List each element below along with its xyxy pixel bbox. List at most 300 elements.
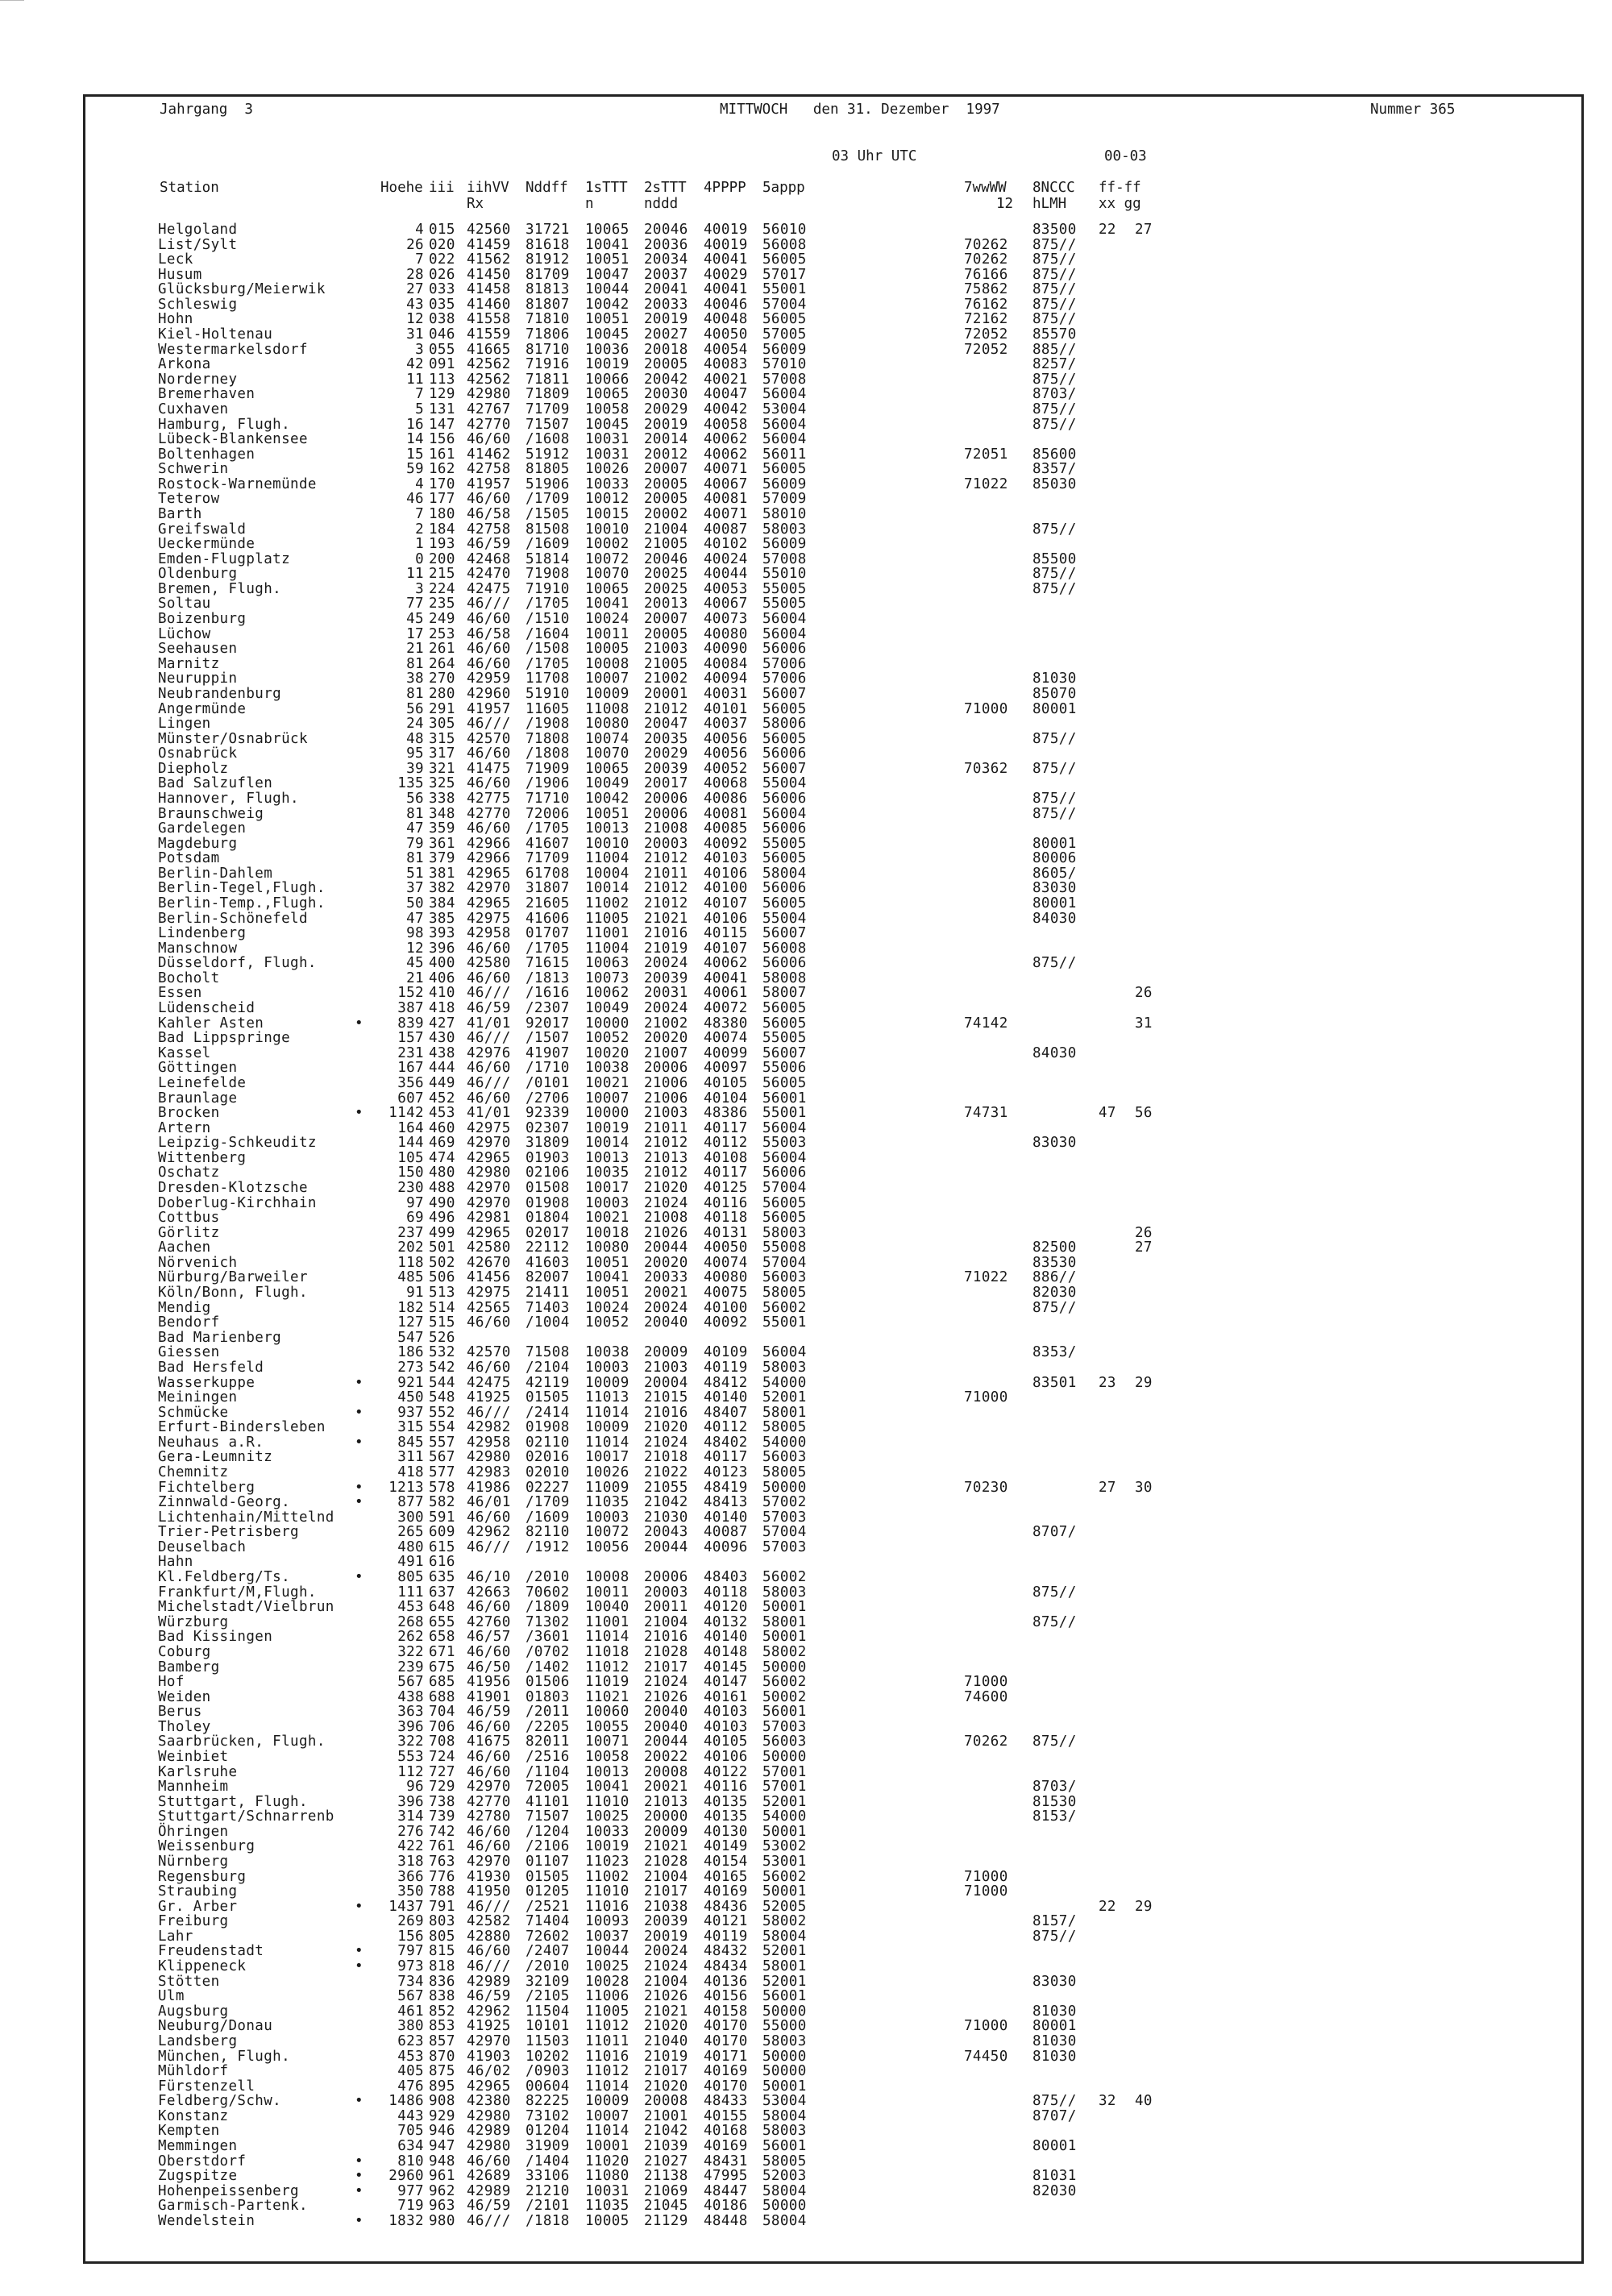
group-5appp: 58007 <box>762 985 807 1002</box>
gust-gg: 26 <box>1135 985 1153 1002</box>
group-iihvv: 41950 <box>467 1883 511 1900</box>
group-5appp: 58003 <box>762 1224 807 1241</box>
group-iihvv: 42962 <box>467 1524 511 1541</box>
group-nddff: 81807 <box>526 296 570 313</box>
station-id: 946 <box>429 2123 455 2140</box>
group-2sttt: 21006 <box>644 1074 688 1091</box>
elevation: 111 <box>397 1584 424 1601</box>
station-id: 962 <box>429 2182 455 2199</box>
group-4pppp: 40046 <box>704 296 748 313</box>
group-iihvv: 42758 <box>467 461 511 478</box>
station-name: Wendelstein <box>158 2212 256 2229</box>
group-nddff: /1705 <box>526 820 570 837</box>
station-name: Saarbrücken, Flugh. <box>158 1733 326 1750</box>
col-ff: ff-ff <box>1099 180 1141 196</box>
elevation: 51 <box>406 865 424 882</box>
station-id: 582 <box>429 1494 455 1511</box>
group-iihvv: 42975 <box>467 910 511 927</box>
group-iihvv: 46/// <box>467 985 511 1002</box>
elevation: 182 <box>397 1299 424 1316</box>
group-2sttt: 20019 <box>644 1928 688 1945</box>
group-4pppp: 48434 <box>704 1958 748 1975</box>
group-8nccc: 85070 <box>1032 685 1077 702</box>
issue-date: MITTWOCH den 31. Dezember 1997 <box>720 102 1000 118</box>
station-id: 261 <box>429 641 455 658</box>
station-id: 875 <box>429 2063 455 2080</box>
group-nddff: 71709 <box>526 401 570 417</box>
group-nddff: 81912 <box>526 251 570 268</box>
group-iihvv: 46/60 <box>467 1838 511 1855</box>
station-id: 384 <box>429 895 455 912</box>
group-nddff: 81618 <box>526 236 570 253</box>
group-5appp: 50000 <box>762 1479 807 1496</box>
group-1sttt: 11016 <box>585 2048 629 2065</box>
group-2sttt: 20006 <box>644 1060 688 1077</box>
group-nddff: 33106 <box>526 2168 570 2185</box>
station-id: 739 <box>429 1808 455 1825</box>
group-nddff: 31721 <box>526 222 570 238</box>
group-nddff: 71709 <box>526 850 570 867</box>
group-1sttt: 10074 <box>585 730 629 747</box>
observation-time: 03 Uhr UTC <box>832 148 917 164</box>
group-iihvv: 46/60 <box>467 969 511 986</box>
group-iihvv: 46/57 <box>467 1629 511 1646</box>
elevation: 239 <box>397 1659 424 1675</box>
elevation: 734 <box>397 1973 424 1990</box>
group-5appp: 50001 <box>762 1599 807 1616</box>
group-2sttt: 21005 <box>644 536 688 553</box>
group-4pppp: 48402 <box>704 1434 748 1451</box>
group-8nccc: 81530 <box>1032 1793 1077 1810</box>
station-id: 870 <box>429 2048 455 2065</box>
group-1sttt: 10007 <box>585 2107 629 2124</box>
group-iihvv: 42980 <box>467 1449 511 1466</box>
group-8nccc: 83501 <box>1032 1374 1077 1391</box>
group-5appp: 56004 <box>762 431 807 448</box>
group-2sttt: 20040 <box>644 1718 688 1735</box>
group-7wwww: 71000 <box>964 700 1008 717</box>
station-id: 815 <box>429 1943 455 1960</box>
group-2sttt: 21038 <box>644 1898 688 1915</box>
group-1sttt: 10031 <box>585 2182 629 2199</box>
group-1sttt: 11023 <box>585 1854 629 1870</box>
group-1sttt: 10004 <box>585 865 629 882</box>
group-4pppp: 40136 <box>704 1973 748 1990</box>
group-1sttt: 10072 <box>585 1524 629 1541</box>
group-nddff: 41606 <box>526 910 570 927</box>
group-1sttt: 10072 <box>585 550 629 567</box>
group-1sttt: 10003 <box>585 1509 629 1526</box>
elevation: 350 <box>397 1883 424 1900</box>
station-id: 035 <box>429 296 455 313</box>
station-name: Chemnitz <box>158 1464 229 1480</box>
mountain-marker: • <box>355 1943 364 1960</box>
station-id: 147 <box>429 416 455 433</box>
group-5appp: 57003 <box>762 1718 807 1735</box>
station-name: Magdeburg <box>158 835 238 852</box>
elevation: 262 <box>397 1629 424 1646</box>
station-name: Gardelegen <box>158 820 247 837</box>
group-1sttt: 10080 <box>585 716 629 733</box>
station-name: Osnabrück <box>158 745 238 762</box>
elevation: 3 <box>415 341 424 358</box>
group-8nccc: 8703/ <box>1032 386 1077 403</box>
station-id: 264 <box>429 655 455 672</box>
group-1sttt: 11014 <box>585 1629 629 1646</box>
station-id: 948 <box>429 2153 455 2169</box>
elevation: 300 <box>397 1509 424 1526</box>
group-5appp: 56007 <box>762 760 807 777</box>
group-1sttt: 10037 <box>585 1928 629 1945</box>
group-2sttt: 21028 <box>644 1643 688 1660</box>
group-5appp: 58005 <box>762 1464 807 1480</box>
group-5appp: 56004 <box>762 805 807 822</box>
group-2sttt: 20022 <box>644 1748 688 1765</box>
station-id: 430 <box>429 1030 455 1047</box>
group-1sttt: 11018 <box>585 1643 629 1660</box>
group-1sttt: 10040 <box>585 1599 629 1616</box>
elevation: 24 <box>406 716 424 733</box>
group-1sttt: 10031 <box>585 446 629 463</box>
scan-edge-mark <box>0 0 24 1</box>
group-nddff: 71508 <box>526 1344 570 1361</box>
group-1sttt: 10056 <box>585 1538 629 1555</box>
group-5appp: 56004 <box>762 416 807 433</box>
group-4pppp: 40186 <box>704 2198 748 2215</box>
group-8nccc: 85600 <box>1032 446 1077 463</box>
group-1sttt: 10008 <box>585 655 629 672</box>
group-5appp: 52001 <box>762 1973 807 1990</box>
group-5appp: 56008 <box>762 940 807 957</box>
group-iihvv: 41562 <box>467 251 511 268</box>
group-1sttt: 11020 <box>585 2153 629 2169</box>
elevation: 977 <box>397 2182 424 2199</box>
group-4pppp: 40085 <box>704 820 748 837</box>
group-nddff: 71302 <box>526 1613 570 1630</box>
station-id: 836 <box>429 1973 455 1990</box>
group-8nccc: 81031 <box>1032 2168 1077 2185</box>
group-5appp: 56005 <box>762 1194 807 1211</box>
group-4pppp: 40117 <box>704 1449 748 1466</box>
group-5appp: 58010 <box>762 505 807 522</box>
station-name: Nürnberg <box>158 1854 229 1870</box>
group-4pppp: 40048 <box>704 311 748 328</box>
station-id: 170 <box>429 475 455 492</box>
group-8nccc: 875// <box>1032 371 1077 388</box>
station-id: 026 <box>429 266 455 283</box>
group-2sttt: 21002 <box>644 671 688 687</box>
group-nddff: 11503 <box>526 2032 570 2049</box>
station-name: Neuruppin <box>158 671 238 687</box>
group-2sttt: 20025 <box>644 566 688 583</box>
group-iihvv: 42965 <box>467 865 511 882</box>
group-2sttt: 20017 <box>644 775 688 792</box>
group-1sttt: 10009 <box>585 685 629 702</box>
elevation: 480 <box>397 1538 424 1555</box>
station-id: 393 <box>429 925 455 942</box>
elevation: 21 <box>406 969 424 986</box>
group-iihvv: 46/50 <box>467 1659 511 1675</box>
group-5appp: 57004 <box>762 296 807 313</box>
group-5appp: 58001 <box>762 1404 807 1421</box>
group-iihvv: 42989 <box>467 2123 511 2140</box>
station-name: List/Sylt <box>158 236 238 253</box>
group-1sttt: 10017 <box>585 1180 629 1196</box>
station-name: Giessen <box>158 1344 220 1361</box>
group-4pppp: 40108 <box>704 1149 748 1166</box>
elevation: 5 <box>415 401 424 417</box>
station-name: Boizenburg <box>158 611 247 628</box>
group-8nccc: 83530 <box>1032 1254 1077 1271</box>
group-nddff: 71615 <box>526 955 570 972</box>
station-id: 410 <box>429 985 455 1002</box>
group-7wwww: 71000 <box>964 1883 1008 1900</box>
station-name: Ueckermünde <box>158 536 256 553</box>
station-name: Barth <box>158 505 202 522</box>
group-2sttt: 21016 <box>644 1404 688 1421</box>
group-iihvv: 46/60 <box>467 655 511 672</box>
group-1sttt: 10002 <box>585 536 629 553</box>
station-name: Bad Marienberg <box>158 1329 282 1346</box>
group-iihvv: 41558 <box>467 311 511 328</box>
group-iihvv: 42960 <box>467 685 511 702</box>
group-1sttt: 10019 <box>585 356 629 373</box>
group-iihvv: 42975 <box>467 1119 511 1136</box>
group-4pppp: 40054 <box>704 341 748 358</box>
col-1sttt: 1sTTT <box>585 180 628 196</box>
station-id: 291 <box>429 700 455 717</box>
group-8nccc: 875// <box>1032 805 1077 822</box>
station-name: Soltau <box>158 596 211 612</box>
group-iihvv: 42770 <box>467 805 511 822</box>
group-1sttt: 10042 <box>585 296 629 313</box>
group-nddff: 73102 <box>526 2107 570 2124</box>
elevation: 45 <box>406 955 424 972</box>
elevation: 59 <box>406 461 424 478</box>
station-name: Görlitz <box>158 1224 220 1241</box>
group-1sttt: 10013 <box>585 1149 629 1166</box>
group-1sttt: 11009 <box>585 1479 629 1496</box>
group-nddff: /1508 <box>526 641 570 658</box>
group-iihvv: 41903 <box>467 2048 511 2065</box>
group-4pppp: 40094 <box>704 671 748 687</box>
station-id: 315 <box>429 730 455 747</box>
group-2sttt: 20034 <box>644 251 688 268</box>
group-1sttt: 10010 <box>585 521 629 538</box>
group-nddff: 51906 <box>526 475 570 492</box>
group-4pppp: 48403 <box>704 1569 748 1586</box>
group-8nccc: 875// <box>1032 1584 1077 1601</box>
group-2sttt: 20039 <box>644 1913 688 1930</box>
group-5appp: 53001 <box>762 1854 807 1870</box>
group-4pppp: 40092 <box>704 835 748 852</box>
elevation: 567 <box>397 1988 424 2005</box>
mountain-marker: • <box>355 1404 364 1421</box>
group-nddff: /1507 <box>526 1030 570 1047</box>
group-2sttt: 21129 <box>644 2212 688 2229</box>
group-4pppp: 40105 <box>704 1733 748 1750</box>
group-5appp: 56002 <box>762 1569 807 1586</box>
group-5appp: 50000 <box>762 1748 807 1765</box>
group-5appp: 56005 <box>762 1074 807 1091</box>
elevation: 797 <box>397 1943 424 1960</box>
group-4pppp: 40122 <box>704 1763 748 1780</box>
station-name: Artern <box>158 1119 211 1136</box>
group-nddff: 92339 <box>526 1105 570 1122</box>
group-nddff: 71403 <box>526 1299 570 1316</box>
station-id: 385 <box>429 910 455 927</box>
station-name: Brocken <box>158 1105 220 1122</box>
group-2sttt: 20012 <box>644 446 688 463</box>
station-name: Wasserkuppe <box>158 1374 256 1391</box>
group-4pppp: 48432 <box>704 1943 748 1960</box>
group-4pppp: 40081 <box>704 491 748 508</box>
station-name: Lahr <box>158 1928 193 1945</box>
group-2sttt: 21004 <box>644 1868 688 1885</box>
group-5appp: 53004 <box>762 2093 807 2110</box>
group-2sttt: 20036 <box>644 236 688 253</box>
group-iihvv: 46/58 <box>467 505 511 522</box>
group-4pppp: 40109 <box>704 1344 748 1361</box>
group-5appp: 58005 <box>762 1419 807 1436</box>
station-id: 554 <box>429 1419 455 1436</box>
group-1sttt: 11001 <box>585 1613 629 1630</box>
group-iihvv: 46/// <box>467 716 511 733</box>
group-nddff: 71810 <box>526 311 570 328</box>
group-nddff: 01506 <box>526 1674 570 1691</box>
group-4pppp: 40149 <box>704 1838 748 1855</box>
mountain-marker: • <box>355 1434 364 1451</box>
group-nddff: 02227 <box>526 1479 570 1496</box>
station-id: 161 <box>429 446 455 463</box>
group-8nccc: 875// <box>1032 955 1077 972</box>
group-2sttt: 20008 <box>644 2093 688 2110</box>
group-1sttt: 10051 <box>585 1285 629 1302</box>
group-1sttt: 11011 <box>585 2032 629 2049</box>
group-nddff: /2706 <box>526 1090 570 1106</box>
group-1sttt: 11012 <box>585 1659 629 1675</box>
elevation: 356 <box>397 1074 424 1091</box>
group-1sttt: 10031 <box>585 431 629 448</box>
group-4pppp: 40140 <box>704 1629 748 1646</box>
group-nddff: 31807 <box>526 880 570 897</box>
group-1sttt: 10008 <box>585 1569 629 1586</box>
station-id: 526 <box>429 1329 455 1346</box>
group-1sttt: 11019 <box>585 1674 629 1691</box>
mountain-marker: • <box>355 1479 364 1496</box>
group-nddff: 41907 <box>526 1044 570 1061</box>
group-iihvv: 42670 <box>467 1254 511 1271</box>
station-id: 020 <box>429 236 455 253</box>
group-iihvv: 42475 <box>467 1374 511 1391</box>
group-4pppp: 40148 <box>704 1643 748 1660</box>
group-8nccc: 8707/ <box>1032 2107 1077 2124</box>
station-id: 253 <box>429 625 455 642</box>
group-iihvv: 42965 <box>467 1149 511 1166</box>
col-hoehe: Hoehe <box>380 180 423 196</box>
group-4pppp: 40116 <box>704 1194 748 1211</box>
col-4pppp: 4PPPP <box>704 180 746 196</box>
group-5appp: 56005 <box>762 700 807 717</box>
group-1sttt: 10049 <box>585 775 629 792</box>
elevation: 79 <box>406 835 424 852</box>
station-name: Rostock-Warnemünde <box>158 475 317 492</box>
group-1sttt: 10051 <box>585 311 629 328</box>
group-nddff: /1818 <box>526 2212 570 2229</box>
group-nddff: /3601 <box>526 1629 570 1646</box>
group-5appp: 55000 <box>762 2018 807 2035</box>
station-id: 215 <box>429 566 455 583</box>
group-iihvv: 42689 <box>467 2168 511 2185</box>
group-7wwww: 72052 <box>964 341 1008 358</box>
elevation: 46 <box>406 491 424 508</box>
group-5appp: 54000 <box>762 1808 807 1825</box>
station-id: 200 <box>429 550 455 567</box>
group-2sttt: 21019 <box>644 940 688 957</box>
station-id: 591 <box>429 1509 455 1526</box>
group-iihvv: 46/59 <box>467 536 511 553</box>
group-1sttt: 11005 <box>585 2003 629 2020</box>
elevation: 450 <box>397 1389 424 1406</box>
group-1sttt: 11008 <box>585 700 629 717</box>
station-name: Erfurt-Bindersleben <box>158 1419 326 1436</box>
station-id: 305 <box>429 716 455 733</box>
group-5appp: 53004 <box>762 401 807 417</box>
station-name: Oschatz <box>158 1165 220 1181</box>
group-5appp: 56004 <box>762 1344 807 1361</box>
group-iihvv: 41/01 <box>467 1105 511 1122</box>
group-1sttt: 11014 <box>585 2123 629 2140</box>
station-name: Glücksburg/Meierwik <box>158 281 326 298</box>
group-5appp: 56003 <box>762 1449 807 1466</box>
group-2sttt: 21020 <box>644 1180 688 1196</box>
station-id: 474 <box>429 1149 455 1166</box>
station-name: Oldenburg <box>158 566 238 583</box>
col-iihvv-sub: Rx <box>467 196 484 212</box>
station-id: 033 <box>429 281 455 298</box>
group-5appp: 55006 <box>762 1060 807 1077</box>
group-2sttt: 21004 <box>644 1973 688 1990</box>
group-8nccc: 83500 <box>1032 222 1077 238</box>
col-iii: iii <box>429 180 455 196</box>
gust-ff: 27 <box>1099 1479 1116 1496</box>
elevation: 973 <box>397 1958 424 1975</box>
station-name: Helgoland <box>158 222 238 238</box>
station-name: Landsberg <box>158 2032 238 2049</box>
station-id: 577 <box>429 1464 455 1480</box>
group-iihvv: 46/// <box>467 1404 511 1421</box>
group-iihvv: 46/60 <box>467 1823 511 1840</box>
group-2sttt: 20046 <box>644 550 688 567</box>
group-2sttt: 20031 <box>644 985 688 1002</box>
group-iihvv: 46/60 <box>467 641 511 658</box>
station-id: 502 <box>429 1254 455 1271</box>
station-name: Karlsruhe <box>158 1763 238 1780</box>
station-name: Berlin-Schönefeld <box>158 910 308 927</box>
group-iihvv: 46/// <box>467 1074 511 1091</box>
group-nddff: 01908 <box>526 1194 570 1211</box>
group-iihvv: 42980 <box>467 2138 511 2154</box>
group-7wwww: 72052 <box>964 326 1008 343</box>
group-4pppp: 40024 <box>704 550 748 567</box>
elevation: 322 <box>397 1643 424 1660</box>
station-id: 444 <box>429 1060 455 1077</box>
elevation: 97 <box>406 1194 424 1211</box>
group-2sttt: 21028 <box>644 1854 688 1870</box>
elevation: 567 <box>397 1674 424 1691</box>
group-iihvv: 46/60 <box>467 820 511 837</box>
station-id: 438 <box>429 1044 455 1061</box>
